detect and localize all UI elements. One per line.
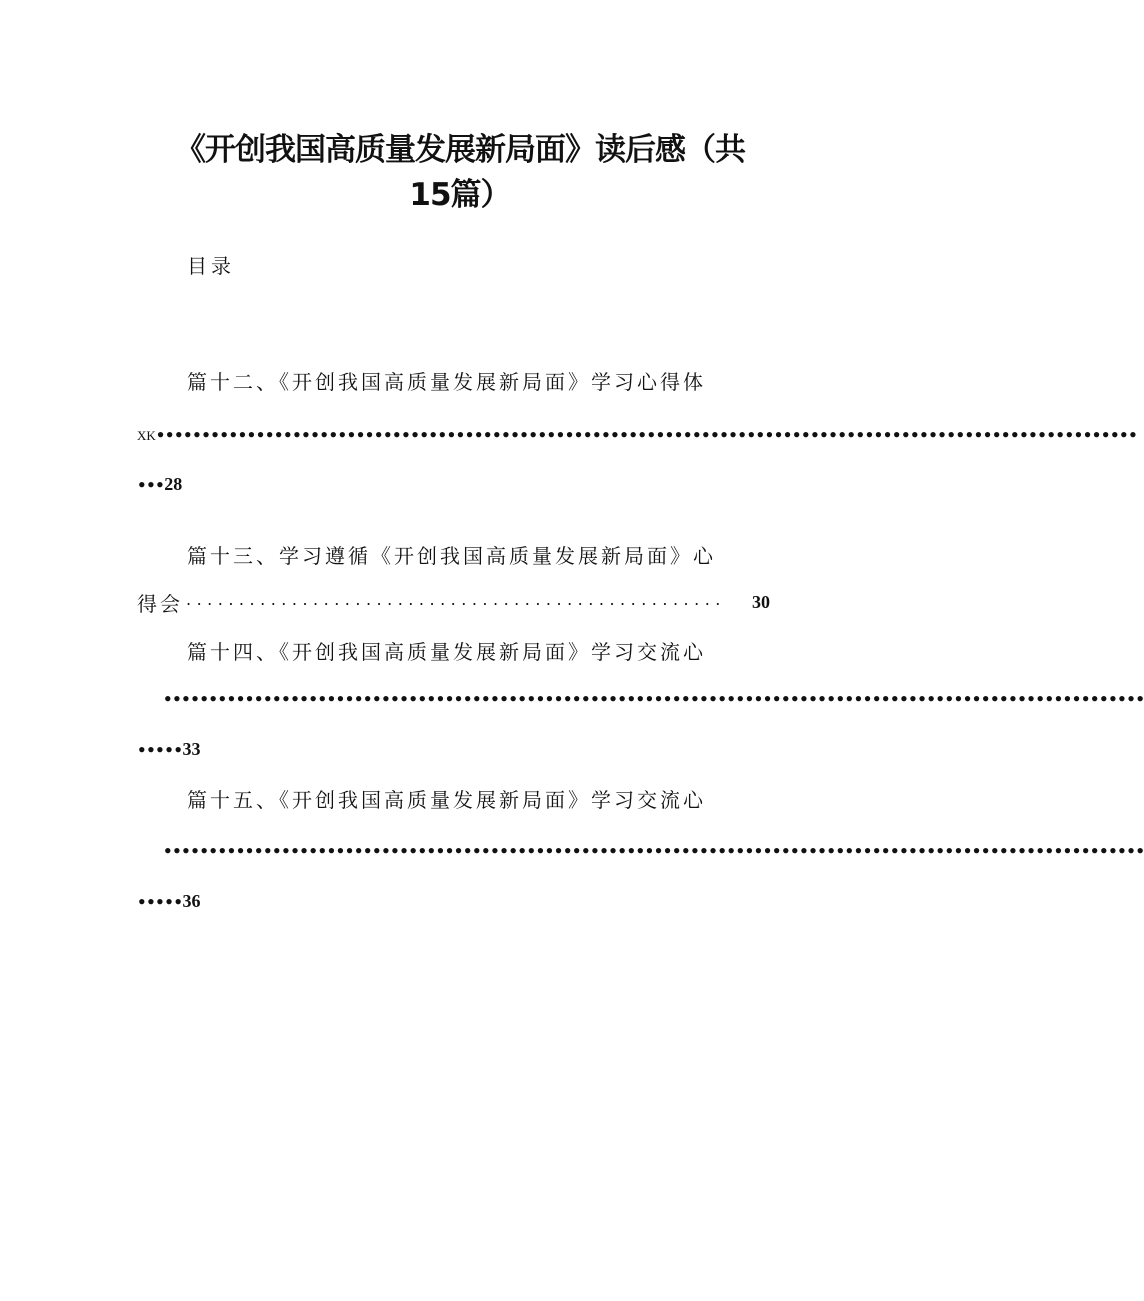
toc-entry-page[interactable]: 30 xyxy=(752,592,770,612)
toc-entry-title[interactable]: 篇十二、《开创我国高质量发展新局面》学习心得体 xyxy=(187,370,706,394)
toc-entry-leader: ................................................... xyxy=(186,590,726,609)
toc-entry-leader: XK•••••••••••••••••••••••••••••••••••••••••••••••••••••••••••••••••••••••••••••••••••••••••••••••••••••••••••• xyxy=(137,426,1138,444)
document-title-line-2: 15篇） xyxy=(409,177,511,213)
document-title-line-1: 《开创我国高质量发展新局面》读后感（共 xyxy=(175,132,745,168)
toc-entry-page[interactable]: •••••33 xyxy=(137,739,201,759)
toc-entry-continuation: 得会 xyxy=(137,592,183,616)
toc-heading: 目录 xyxy=(187,254,235,278)
toc-entry-title[interactable]: 篇十四、《开创我国高质量发展新局面》学习交流心 xyxy=(187,640,706,664)
toc-entry-page[interactable]: •••28 xyxy=(137,474,183,494)
toc-entry-leader: •••••••••••••••••••••••••••••••••••••••••••••••••••••••••••••••••••••••••••••••••••••••••••••••••••••••••••• xyxy=(163,842,1144,860)
toc-entry-continuation: XK xyxy=(137,428,156,443)
toc-entry-title[interactable]: 篇十五、《开创我国高质量发展新局面》学习交流心 xyxy=(187,788,706,812)
toc-entry-leader: •••••••••••••••••••••••••••••••••••••••••••••••••••••••••••••••••••••••••••••••••••••••••••••••••••••••••••• xyxy=(163,690,1144,708)
toc-entry-title[interactable]: 篇十三、学习遵循《开创我国高质量发展新局面》心 xyxy=(187,544,716,568)
toc-entry-page[interactable]: •••••36 xyxy=(137,891,201,911)
